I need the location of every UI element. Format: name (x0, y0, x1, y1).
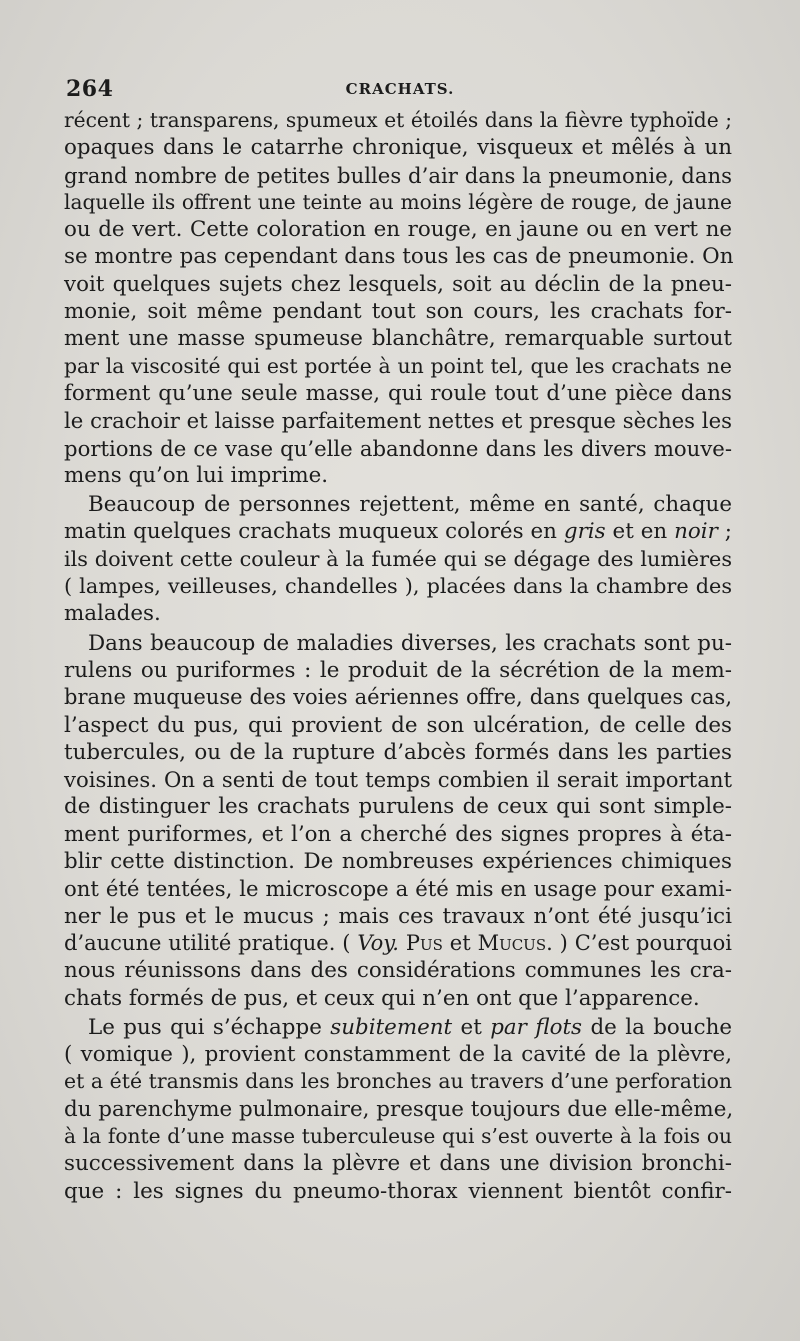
text-line: récent ; transparens, spumeux et étoilés dans la fièvre typhoïde ; (64, 108, 732, 132)
text-line: que : les signes du pneumo-thorax viennent bientôt confir- (64, 1178, 732, 1204)
paragraph-1 (64, 107, 732, 489)
italic-term-gris: gris (563, 519, 606, 545)
text-line: Dans beaucoup de maladies diverses, les crachats sont pu- (88, 630, 732, 656)
text-line: l’aspect du pus, qui provient de son ulcération, de celle des (64, 712, 732, 738)
cross-ref-pus: Pus (405, 930, 443, 955)
running-title: CRACHATS. (345, 80, 455, 98)
text-line: ner le pus et le mucus ; mais ces travaux n’ont été jusqu’ici (64, 903, 732, 929)
text-line: opaques dans le catarrhe chronique, visqueux et mêlés à un (64, 135, 732, 161)
text-line: laquelle ils offrent une teinte au moins légère de rouge, de jaune (64, 189, 732, 214)
text-line: de distinguer les crachats purulens de ceux qui sont simple- (64, 794, 732, 820)
cross-ref-mucus: Mucus (477, 930, 547, 955)
text-line: blir cette distinction. De nombreuses expériences chimiques (64, 849, 732, 875)
text-line: par la viscosité qui est portée à un point tel, que les crachats ne (64, 353, 732, 378)
italic-term-par-flots: par flots (490, 1014, 583, 1040)
text-run: matin quelques crachats muqueux colorés en (64, 519, 564, 545)
text-run: . ) C’est pourquoi (546, 930, 732, 955)
text-line: grand nombre de petites bulles d’air dans la pneumonie, dans (64, 162, 732, 188)
text-line: ou de vert. Cette coloration en rouge, en jaune ou en vert ne (64, 217, 732, 243)
text-line: brane muqueuse des voies aériennes offre, dans quelques cas, (64, 685, 732, 710)
text-line: ils doivent cette couleur à la fumée qui se dégage des lumières (64, 546, 732, 571)
text-run: et en (605, 519, 675, 545)
text-line: malades. (64, 601, 161, 627)
text-line: monie, soit même pendant tout son cours, les crachats for- (64, 299, 732, 325)
text-line: le crachoir et laisse parfaitement nettes et presque sèches les (64, 408, 732, 434)
text-line: ( lampes, veilleuses, chandelles ), placées dans la chambre des (64, 574, 732, 599)
paragraph-2 (64, 491, 732, 627)
page-header (66, 76, 734, 106)
text-line: nous réunissons dans des considérations communes les cra- (64, 958, 732, 984)
text-line: rulens ou puriformes : le produit de la sécrétion de la mem- (64, 657, 732, 683)
text-line: ont été tentées, le microscope a été mis en usage pour exami- (64, 876, 732, 902)
text-run: ; (717, 519, 732, 545)
text-line: chats formés de pus, et ceux qui n’en ont que l’apparence. (64, 985, 700, 1011)
italic-term-subitement: subitement (330, 1014, 453, 1040)
text-line: à la fonte d’une masse tuberculeuse qui s’est ouverte à la fois ou (64, 1123, 732, 1148)
text-line (64, 930, 732, 957)
text-run: d’aucune utilité pratique. ( (64, 930, 358, 955)
text-line: se montre pas cependant dans tous les cas de pneumonie. On (64, 244, 734, 270)
text-run: Le pus qui s’échappe (88, 1014, 331, 1040)
text-line: tubercules, ou de la rupture d’abcès formés dans les parties (64, 739, 732, 765)
text-line: ment puriformes, et l’on a cherché des signes propres à éta- (64, 821, 732, 847)
text-line: et a été transmis dans les bronches au travers d’une perforation (64, 1069, 732, 1094)
text-line: Beaucoup de personnes rejettent, même en santé, chaque (88, 492, 732, 518)
text-line (64, 1014, 732, 1041)
text-line: voisines. On a senti de tout temps combien il serait important (64, 767, 732, 793)
paragraph-4 (64, 1014, 732, 1205)
text-run (399, 931, 406, 955)
text-run: et (442, 930, 478, 955)
text-run: de la bouche (582, 1014, 733, 1040)
text-line: mens qu’on lui imprime. (64, 462, 329, 488)
page-number: 264 (66, 76, 114, 102)
paragraph-3 (64, 630, 732, 1012)
text-line: portions de ce vase qu’elle abandonne dans les divers mouve- (64, 435, 732, 461)
text-line: ( vomique ), provient constamment de la cavité de la plèvre, (64, 1042, 732, 1068)
text-line: successivement dans la plèvre et dans une division bronchi- (64, 1151, 732, 1177)
italic-abbrev-voy: Voy. (357, 930, 399, 955)
text-line: ment une masse spumeuse blanchâtre, remarquable surtout (64, 326, 732, 352)
text-line: voit quelques sujets chez lesquels, soit au déclin de la pneu- (64, 271, 732, 297)
text-line: forment qu’une seule masse, qui roule tout d’une pièce dans (64, 380, 732, 406)
body-text (64, 107, 732, 1205)
text-line (64, 518, 732, 545)
italic-term-noir: noir (674, 519, 718, 545)
text-line: du parenchyme pulmonaire, presque toujours due elle-même, (64, 1096, 734, 1122)
text-run: et (452, 1014, 491, 1040)
